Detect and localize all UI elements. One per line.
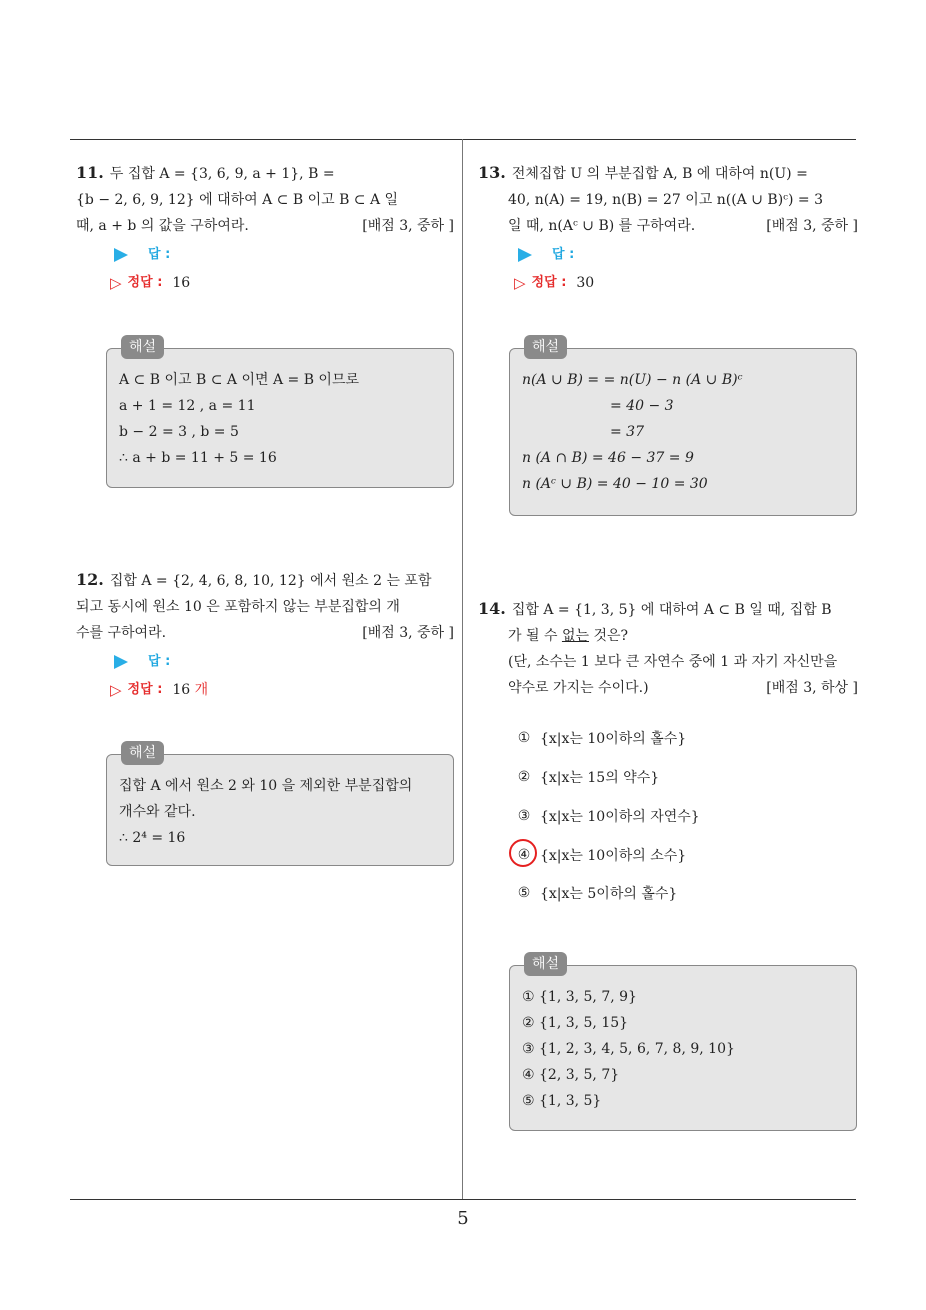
problem-12-number: 12. xyxy=(76,570,104,589)
correct-answer-value: 16 xyxy=(172,682,191,698)
solution-line: ② {1, 3, 5, 15} xyxy=(522,1015,629,1031)
choice-4[interactable] xyxy=(514,843,686,867)
choice-number: ⑤ xyxy=(517,885,531,901)
solution-tab: 해설 xyxy=(524,335,567,359)
solution-line: = 37 xyxy=(610,424,644,440)
problem-14-line-2 xyxy=(478,623,858,649)
choice-5[interactable] xyxy=(514,881,677,905)
problem-12-meta: [배점 3, 중하 ] xyxy=(362,625,454,641)
problem-11 xyxy=(76,160,454,297)
page-number: 5 xyxy=(457,1208,469,1229)
problem-11-meta: [배점 3, 중하 ] xyxy=(362,218,454,234)
choice-number: ② xyxy=(517,769,531,785)
bottom-rule xyxy=(70,1199,856,1200)
answer-row xyxy=(110,648,454,676)
choice-text: {x|x는 15의 약수} xyxy=(540,770,660,786)
column-divider xyxy=(462,139,463,1199)
problem-14 xyxy=(478,596,858,701)
correct-answer-row xyxy=(110,676,454,704)
solution-line: ③ {1, 2, 3, 4, 5, 6, 7, 8, 9, 10} xyxy=(522,1041,735,1057)
problem-11-text-2: {b − 2, 6, 9, 12} 에 대하여 A ⊂ B 이고 B ⊂ A 일 xyxy=(76,192,399,208)
selected-answer-circle-icon xyxy=(509,839,537,867)
solution-line: ∴ a + b = 11 + 5 = 16 xyxy=(119,450,277,466)
solution-line: ① {1, 3, 5, 7, 9} xyxy=(522,989,637,1005)
outline-triangle-icon: ▷ xyxy=(110,681,122,699)
solution-line: 개수와 같다. xyxy=(119,804,196,820)
choice-3[interactable] xyxy=(514,804,700,828)
problem-14-text-1: 집합 A = {1, 3, 5} 에 대하여 A ⊂ B 일 때, 집합 B xyxy=(511,602,832,618)
choice-text: {x|x는 10이하의 자연수} xyxy=(540,809,700,825)
answer-label: 답 : xyxy=(148,247,171,262)
play-triangle-icon xyxy=(114,655,128,669)
choice-text: {x|x는 10이하의 홀수} xyxy=(540,731,687,747)
solution-line: A ⊂ B 이고 B ⊂ A 이면 A = B 이므로 xyxy=(119,372,360,388)
problem-11-line-1 xyxy=(76,160,454,187)
solution-line: a + 1 = 12 , a = 11 xyxy=(119,398,256,414)
problem-11-number: 11. xyxy=(76,163,104,182)
solution-line: n (Aᶜ ∪ B) = 40 − 10 = 30 xyxy=(522,476,708,492)
problem-11-line-2 xyxy=(76,187,454,213)
correct-answer-row xyxy=(110,269,454,297)
correct-answer-value: 30 xyxy=(576,275,595,291)
problem-14-line-3 xyxy=(478,649,858,675)
choice-number: ④ xyxy=(517,847,531,863)
solution-box-12 xyxy=(106,745,454,866)
problem-13-line-1 xyxy=(478,160,858,187)
solution-tab: 해설 xyxy=(524,952,567,976)
solution-box-11 xyxy=(106,339,454,488)
solution-tab: 해설 xyxy=(121,741,164,765)
problem-13-text-2: 40, n(A) = 19, n(B) = 27 이고 n((A ∪ B)ᶜ) = 3 xyxy=(508,192,824,208)
problem-12-line-2 xyxy=(76,594,454,620)
correct-label: 정답 : xyxy=(531,275,567,290)
correct-answer-value: 16 xyxy=(172,275,191,291)
problem-13-meta: [배점 3, 중하 ] xyxy=(766,218,858,234)
problem-14-line-4 xyxy=(478,675,858,701)
problem-12-text-2: 되고 동시에 원소 10 은 포함하지 않는 부분집합의 개 xyxy=(76,599,400,615)
solution-line: ∴ 2⁴ = 16 xyxy=(119,830,186,846)
problem-11-text-1: 두 집합 A = {3, 6, 9, a + 1}, B = xyxy=(109,166,335,182)
solution-box-13 xyxy=(509,339,857,516)
solution-line: ④ {2, 3, 5, 7} xyxy=(522,1067,620,1083)
problem-14-text-4: 약수로 가지는 수이다.) xyxy=(508,680,649,696)
solution-box-14 xyxy=(509,956,857,1131)
problem-11-text-3: 때, a + b 의 값을 구하여라. xyxy=(76,218,249,234)
play-triangle-icon xyxy=(518,248,532,262)
problem-14-number: 14. xyxy=(478,599,506,618)
answer-row xyxy=(110,241,454,269)
solution-line: n(A ∪ B) = = n(U) − n (A ∪ B)ᶜ xyxy=(522,372,743,388)
underlined-word: 없는 xyxy=(561,628,589,644)
solution-line: ⑤ {1, 3, 5} xyxy=(522,1093,602,1109)
solution-line: b − 2 = 3 , b = 5 xyxy=(119,424,239,440)
choice-text: {x|x는 10이하의 소수} xyxy=(540,848,687,864)
problem-13-line-3 xyxy=(478,213,858,239)
solution-line: n (A ∩ B) = 46 − 37 = 9 xyxy=(522,450,694,466)
problem-12-line-1 xyxy=(76,567,454,594)
solution-line: 집합 A 에서 원소 2 와 10 을 제외한 부분집합의 xyxy=(119,778,413,794)
problem-14-text-3: (단, 소수는 1 보다 큰 자연수 중에 1 과 자기 자신만을 xyxy=(508,654,838,670)
choice-text: {x|x는 5이하의 홀수} xyxy=(540,886,678,902)
problem-13 xyxy=(478,160,858,297)
problem-13-text-1: 전체집합 U 의 부분집합 A, B 에 대하여 n(U) = xyxy=(511,166,808,182)
problem-13-number: 13. xyxy=(478,163,506,182)
solution-tab: 해설 xyxy=(121,335,164,359)
top-rule xyxy=(70,139,856,140)
answer-label: 답 : xyxy=(552,247,575,262)
choice-1[interactable] xyxy=(514,726,686,750)
correct-label: 정답 : xyxy=(127,275,163,290)
problem-14-meta: [배점 3, 하상 ] xyxy=(766,680,858,696)
correct-answer-unit: 개 xyxy=(194,682,209,698)
correct-answer-row xyxy=(514,269,858,297)
outline-triangle-icon: ▷ xyxy=(514,274,526,292)
problem-12 xyxy=(76,567,454,704)
problem-13-line-2 xyxy=(478,187,858,213)
problem-12-line-3 xyxy=(76,620,454,646)
problem-14-text-2: 가 될 수 없는 것은? xyxy=(508,628,629,644)
answer-label: 답 : xyxy=(148,654,171,669)
outline-triangle-icon: ▷ xyxy=(110,274,122,292)
play-triangle-icon xyxy=(114,248,128,262)
choice-number: ③ xyxy=(517,808,531,824)
correct-label: 정답 : xyxy=(127,682,163,697)
problem-11-line-3 xyxy=(76,213,454,239)
problem-12-text-1: 집합 A = {2, 4, 6, 8, 10, 12} 에서 원소 2 는 포함 xyxy=(109,573,432,589)
problem-13-text-3: 일 때, n(Aᶜ ∪ B) 를 구하여라. xyxy=(508,218,696,234)
choice-2[interactable] xyxy=(514,765,659,789)
choice-number: ① xyxy=(517,730,531,746)
answer-row xyxy=(514,241,858,269)
solution-line: = 40 − 3 xyxy=(610,398,674,414)
problem-14-line-1 xyxy=(478,596,858,623)
problem-12-text-3: 수를 구하여라. xyxy=(76,625,167,641)
